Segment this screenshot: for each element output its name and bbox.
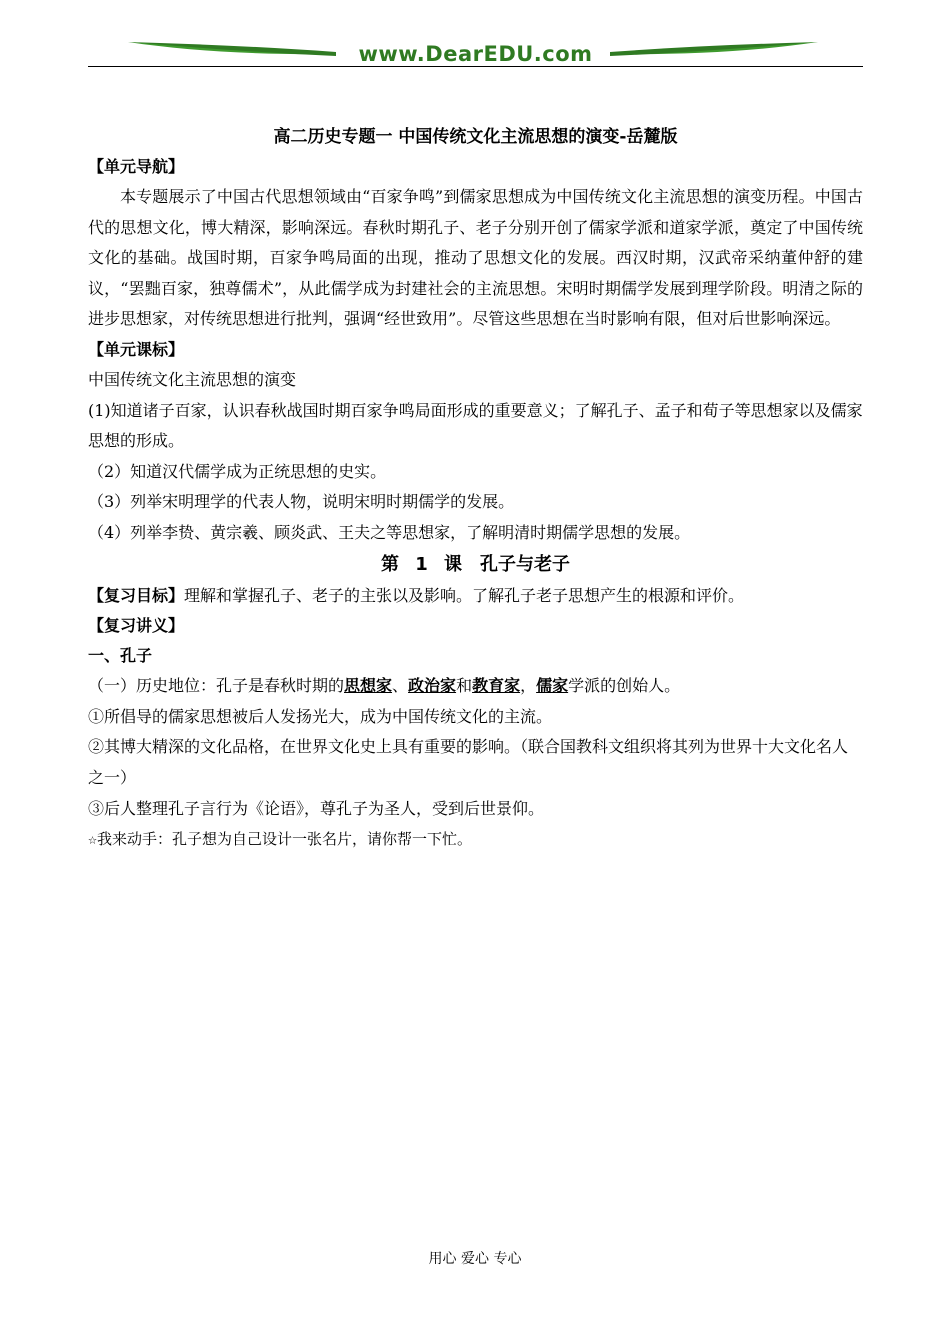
review-goal <box>88 581 863 612</box>
role-politician: 政治家 <box>408 676 457 696</box>
section-one-heading: 一、孔子 <box>88 646 153 666</box>
document-body <box>88 124 863 855</box>
review-goal-heading: 【复习目标】 <box>88 585 185 605</box>
point-item: ①所倡导的儒家思想被后人发扬光大，成为中国传统文化的主流。 <box>88 706 553 726</box>
lesson-title: 第 1 课 孔子与老子 <box>380 553 571 575</box>
point-item: ②其博大精深的文化品格，在世界文化史上具有重要的影响。（联合国教科文组织将其列为世界十大文化名人之一） <box>88 737 849 787</box>
point-item: ③后人整理孔子言行为《论语》，尊孔子为圣人，受到后世景仰。 <box>88 798 545 818</box>
review-notes-heading: 【复习讲义】 <box>88 616 185 636</box>
document-title: 高二历史专题一 中国传统文化主流思想的演变-岳麓版 <box>273 127 678 147</box>
role-educator: 教育家 <box>472 676 521 696</box>
unit-standard-subtitle: 中国传统文化主流思想的演变 <box>88 369 297 389</box>
unit-nav-paragraph: 本专题展示了中国古代思想领域由“百家争鸣”到儒家思想成为中国传统文化主流思想的演变历程。中国古代的思想文化，博大精深，影响深远。春秋时期孔子、老子分别开创了儒家学派和道家学派，奠定了中国传统文化的基础。战国时期，百家争鸣局面的出现，推动了思想文化的发展。西汉时期，汉武帝采纳董仲舒的建议，“罢黜百家，独尊儒术”，从此儒学成为封建社会的主流思想。宋明时期儒学发展到理学阶段。明清之际的进步思想家，对传统思想进行批判，强调“经世致用”。尽管这些思想在当时影响有限，但对后世影响深远。 <box>88 187 863 329</box>
unit-nav-heading: 【单元导航】 <box>88 157 185 176</box>
unit-standard-heading: 【单元课标】 <box>88 339 185 359</box>
historical-status <box>88 671 863 702</box>
separator: ， <box>520 676 537 696</box>
activity-prompt: ☆我来动手：孔子想为自己设计一张名片，请你帮一下忙。 <box>88 830 473 849</box>
separator: 、 <box>392 676 409 696</box>
page-footer: 用心 爱心 专心 <box>428 1251 522 1267</box>
header-rule <box>88 66 863 67</box>
unit-standard-item: （2）知道汉代儒学成为正统思想的史实。 <box>88 461 387 481</box>
status-prefix: （一）历史地位：孔子是春秋时期的 <box>88 676 345 696</box>
status-suffix: 学派的创始人。 <box>568 676 681 696</box>
unit-standard-item: （4）列举李贽、黄宗羲、顾炎武、王夫之等思想家，了解明清时期儒学思想的发展。 <box>88 522 691 542</box>
unit-standard-item: （3）列举宋明理学的代表人物，说明宋明时期儒学的发展。 <box>88 492 515 512</box>
unit-standard-item: (1)知道诸子百家，认识春秋战国时期百家争鸣局面形成的重要意义；了解孔子、孟子和荀子等思想家以及儒家思想的形成。 <box>88 400 863 451</box>
separator: 和 <box>456 676 473 696</box>
role-confucian-school: 儒家 <box>536 676 569 696</box>
review-goal-text: 理解和掌握孔子、老子的主张以及影响。了解孔子老子思想产生的根源和评价。 <box>184 585 745 605</box>
site-logo-text[interactable]: www.DearEDU.com <box>358 42 593 66</box>
role-thinker: 思想家 <box>344 676 393 696</box>
site-header <box>88 36 863 70</box>
